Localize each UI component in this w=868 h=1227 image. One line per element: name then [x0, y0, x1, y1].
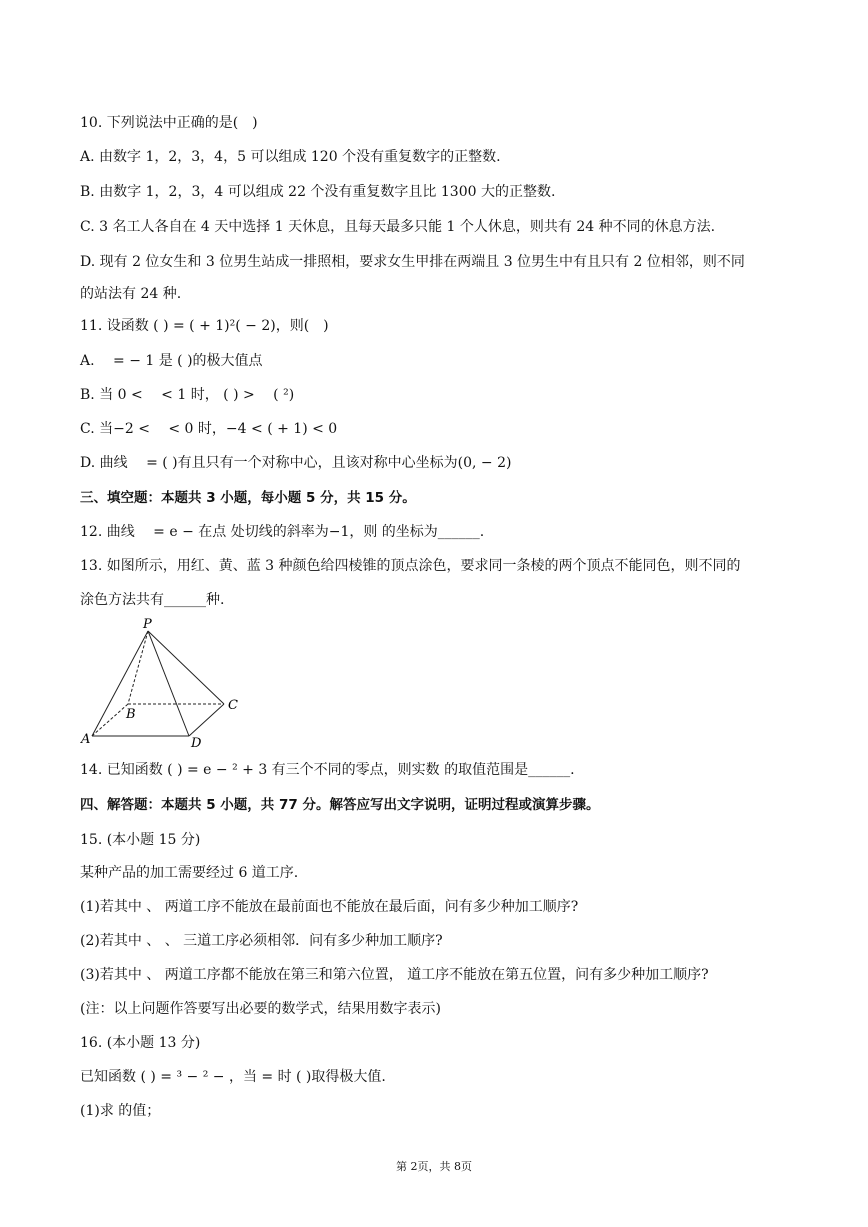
question-line: 的站法有 24 种. — [80, 286, 182, 302]
question-line: B. 当 0 < < 1 时， ( ) > ( ²) — [80, 387, 295, 403]
question-line: C. 当−2 < < 0 时，−4 < ( + 1) < 0 — [80, 421, 338, 437]
question-line: 某种产品的加工需要经过 6 道工序. — [80, 865, 299, 881]
question-line: (1)求 的值； — [80, 1103, 161, 1119]
edge-DC — [189, 704, 224, 736]
question-line: (1)若其中 、 两道工序不能放在最前面也不能放在最后面，问有多少种加工顺序? — [80, 899, 579, 915]
question-line: C. 3 名工人各自在 4 天中选择 1 天休息，且每天最多只能 1 个人休息，则共有 24 种不同的休息方法. — [80, 219, 716, 235]
label-P: P — [143, 617, 152, 632]
edge-AB — [92, 704, 128, 736]
question-line: 12. 曲线 = e − 在点 处切线的斜率为−1，则 的坐标为______. — [80, 524, 485, 540]
question-line: (3)若其中 、 两道工序都不能放在第三和第六位置， 道工序不能放在第五位置，问有多少种加工顺序? — [80, 967, 709, 983]
question-line: 10. 下列说法中正确的是( ) — [80, 115, 258, 131]
page-footer: 第 2页，共 8页 — [396, 1160, 472, 1173]
pyramid-figure — [78, 614, 258, 754]
question-line: A. 由数字 1，2，3，4，5 可以组成 120 个没有重复数字的正整数. — [80, 149, 501, 165]
question-line: A. = − 1 是 ( )的极大值点 — [80, 353, 263, 369]
question-line: D. 曲线 = ( )有且只有一个对称中心，且该对称中心坐标为(0, − 2) — [80, 455, 512, 471]
question-line: (2)若其中 、 、 三道工序必须相邻．问有多少种加工顺序? — [80, 933, 443, 949]
question-line: 15. (本小题 15 分) — [80, 832, 201, 848]
label-A: A — [81, 732, 91, 747]
section-heading: 三、填空题：本题共 3 小题，每小题 5 分，共 15 分。 — [80, 490, 416, 506]
edge-PA — [92, 631, 148, 736]
edge-PB — [128, 631, 148, 704]
edge-PC — [148, 631, 224, 704]
question-line: 13. 如图所示，用红、黄、蓝 3 种颜色给四棱锥的顶点涂色，要求同一条棱的两个顶点不能同色，则不同的 — [80, 558, 741, 574]
question-line: 16. (本小题 13 分) — [80, 1035, 201, 1051]
section-heading: 四、解答题：本题共 5 小题，共 77 分。解答应写出文字说明，证明过程或演算步骤。 — [80, 797, 600, 813]
question-line: 14. 已知函数 ( ) = e − ² + 3 有三个不同的零点，则实数 的取值范围是______. — [80, 762, 575, 778]
question-line: 11. 设函数 ( ) = ( + 1)²( − 2)，则( ) — [80, 318, 329, 334]
label-C: C — [228, 698, 238, 713]
question-line: D. 现有 2 位女生和 3 位男生站成一排照相，要求女生甲排在两端且 3 位男生中有且只有 2 位相邻，则不同 — [80, 254, 745, 270]
label-B: B — [126, 707, 136, 722]
edge-PD — [148, 631, 189, 736]
label-D: D — [191, 736, 202, 751]
question-line: 涂色方法共有______种. — [80, 592, 225, 608]
question-line: (注：以上问题作答要写出必要的数学式，结果用数字表示) — [80, 1001, 441, 1017]
question-line: B. 由数字 1，2，3，4 可以组成 22 个没有重复数字且比 1300 大的正整数. — [80, 184, 556, 200]
question-line: 已知函数 ( ) = ³ − ² − ，当 = 时 ( )取得极大值. — [80, 1069, 386, 1085]
